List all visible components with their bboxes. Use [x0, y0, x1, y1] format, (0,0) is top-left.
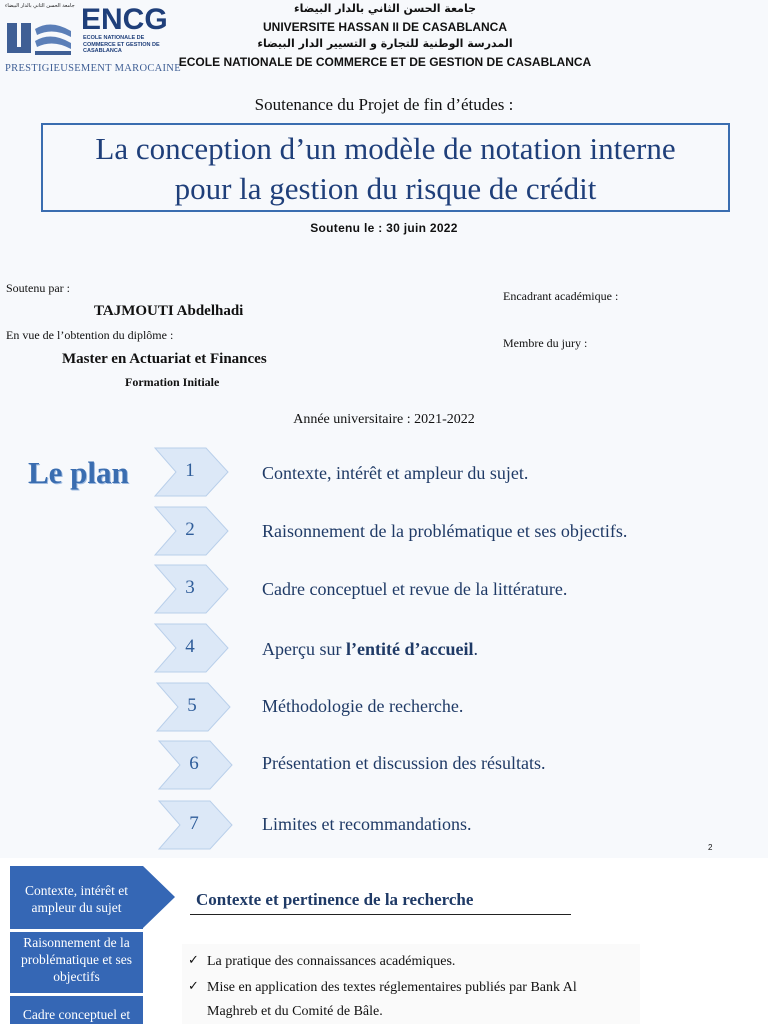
context-slide-title: Contexte et pertinence de la recherche — [196, 890, 474, 909]
bullet-item-continuation: Maghreb et du Comité de Bâle. — [207, 1004, 383, 1019]
header-arabic-university: جامعة الحسن الثاني بالدار البيضاء — [293, 2, 477, 15]
university-emblem-icon — [5, 21, 75, 59]
sidebar-item-raisonnement: Raisonnement de la problématique et ses objectifs — [10, 932, 143, 993]
plan-number: 4 — [185, 636, 195, 657]
student-name: TAJMOUTI Abdelhadi — [94, 303, 244, 319]
thesis-title-line-2: pour la gestion du risque de crédit — [174, 171, 597, 206]
soutenu-par-label: Soutenu par : — [6, 281, 70, 295]
plan-heading: Le plan — [28, 455, 129, 490]
encadrant-label: Encadrant académique : — [503, 289, 619, 303]
defense-date: Soutenu le : 30 juin 2022 — [310, 221, 458, 235]
title-underline — [190, 914, 571, 915]
plan-item-4-post: . — [473, 639, 478, 659]
formation-type: Formation Initiale — [125, 375, 220, 389]
active-arrow-icon — [143, 866, 175, 928]
logo-slogan: PRESTIGIEUSEMENT MAROCAINE — [5, 63, 181, 74]
sidebar-item-contexte: Contexte, intérêt et ampleur du sujet — [10, 866, 143, 929]
bullet-item: Mise en application des textes réglementaires publiés par Bank Al — [207, 980, 577, 995]
logo-small-text: جامعة الحسن الثاني بالدار البيضاء — [5, 3, 75, 9]
logo-brand: ENCG — [81, 3, 168, 36]
plan-item-7: Limites et recommandations. — [262, 814, 472, 834]
plan-number: 6 — [189, 753, 199, 774]
academic-year: Année universitaire : 2021-2022 — [293, 412, 475, 427]
diploma-name: Master en Actuariat et Finances — [62, 351, 267, 367]
plan-item-4-pre: Aperçu sur — [262, 639, 346, 659]
jury-label: Membre du jury : — [503, 336, 588, 350]
page-number: 2 — [708, 843, 713, 852]
checkmark-icon: ✓ — [188, 979, 199, 994]
plan-item-6: Présentation et discussion des résultats. — [262, 753, 546, 773]
header-school: ECOLE NATIONALE DE COMMERCE ET DE GESTION DE CASABLANCA — [178, 55, 592, 69]
plan-number: 2 — [185, 519, 195, 540]
encg-logo — [3, 3, 181, 74]
checkmark-icon: ✓ — [188, 953, 199, 968]
plan-chevron-6 — [158, 740, 234, 788]
plan-chevron-2 — [154, 506, 230, 554]
plan-item-2: Raisonnement de la problématique et ses objectifs. — [262, 521, 628, 541]
plan-item-4-bold: l’entité d’accueil — [345, 639, 474, 659]
bullet-item: La pratique des connaissances académiques. — [207, 954, 456, 969]
plan-item-4 — [262, 639, 478, 660]
plan-chevron-1 — [154, 447, 230, 495]
plan-chevron-4 — [154, 623, 230, 671]
obtention-label: En vue de l’obtention du diplôme : — [6, 328, 174, 342]
plan-number: 1 — [185, 460, 195, 481]
plan-item-1: Contexte, intérêt et ampleur du sujet. — [262, 463, 529, 483]
header-arabic-school: المدرسة الوطنية للتجارة و التسيير الدار البيضاء — [257, 37, 513, 50]
header-university: UNIVERSITE HASSAN II DE CASABLANCA — [262, 20, 508, 34]
soutenance-heading: Soutenance du Projet de fin d’études : — [254, 95, 514, 114]
thesis-title-line-1: La conception d’un modèle de notation interne — [95, 131, 676, 166]
logo-subtitle: ECOLE NATIONALE DE COMMERCE ET GESTION DE CASABLANCA — [83, 35, 160, 54]
plan-chevron-7 — [158, 800, 234, 848]
plan-number: 3 — [185, 577, 195, 598]
thesis-title-box — [41, 123, 730, 212]
plan-item-5: Méthodologie de recherche. — [262, 696, 464, 716]
plan-chevron-5 — [156, 682, 232, 730]
plan-chevron-3 — [154, 564, 230, 612]
plan-number: 5 — [187, 695, 197, 716]
plan-number: 7 — [189, 813, 199, 834]
sidebar-item-cadre: Cadre conceptuel et — [10, 996, 143, 1024]
plan-item-3: Cadre conceptuel et revue de la littérature. — [262, 579, 568, 599]
